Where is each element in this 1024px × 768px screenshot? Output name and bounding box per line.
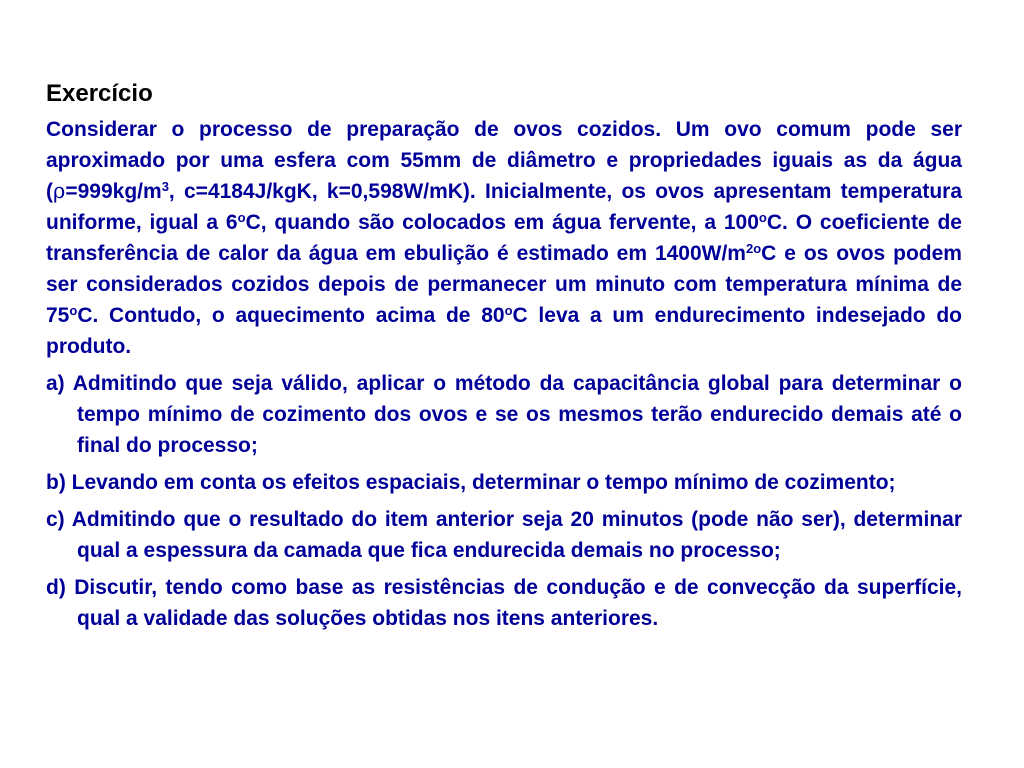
statement-text: C leva a um endurecimento indesejado do produto. — [46, 304, 962, 358]
degree-superscript: o — [758, 210, 767, 225]
statement-text: =999kg/m — [65, 180, 162, 203]
problem-statement — [46, 114, 962, 362]
question-item-d: d) Discutir, tendo como base as resistências de condução e de convecção da superfície, qual a validade das soluções obtidas nos itens anteriores. — [46, 576, 962, 630]
statement-text: C. O coeficiente de transferência de calor da água em ebulição é estimado em 1400W/m — [46, 211, 962, 265]
exercise-title: Exercício — [46, 80, 153, 107]
statement-text: Considerar o processo de preparação de ovos cozidos. Um ovo comum pode ser aproximado por uma esfera com 55mm de diâmetro e propriedades iguais as da água ( — [46, 118, 962, 203]
statement-text: C. Contudo, o aquecimento acima de 80 — [77, 304, 505, 327]
question-item-a: a) Admitindo que seja válido, aplicar o método da capacitância global para determinar o tempo mínimo de cozimento dos ovos e se os mesmos terão endurecido demais até o final do processo; — [46, 372, 962, 457]
superscript: 3 — [161, 179, 169, 194]
question-item-c: c) Admitindo que o resultado do item anterior seja 20 minutos (pode não ser), determinar qual a espessura da camada que fica endurecida demais no processo; — [46, 508, 962, 562]
statement-text: C, quando são colocados em água fervente, a 100 — [245, 211, 759, 234]
superscript: 2o — [745, 241, 762, 256]
slide — [46, 78, 962, 640]
question-item-b: b) Levando em conta os efeitos espaciais, determinar o tempo mínimo de cozimento; — [46, 471, 896, 494]
rho-symbol: ρ — [53, 179, 66, 203]
degree-superscript: o — [504, 303, 513, 318]
statement-text: , c=4184J/kgK, k=0,598W/mK). Inicialmente, os ovos apresentam temperatura uniforme, igual a 6 — [46, 180, 962, 234]
statement-text: C e os ovos podem ser considerados cozidos depois de permanecer um minuto com temperatura mínima de 75 — [46, 242, 962, 327]
degree-superscript: o — [237, 210, 246, 225]
degree-superscript: o — [69, 303, 78, 318]
